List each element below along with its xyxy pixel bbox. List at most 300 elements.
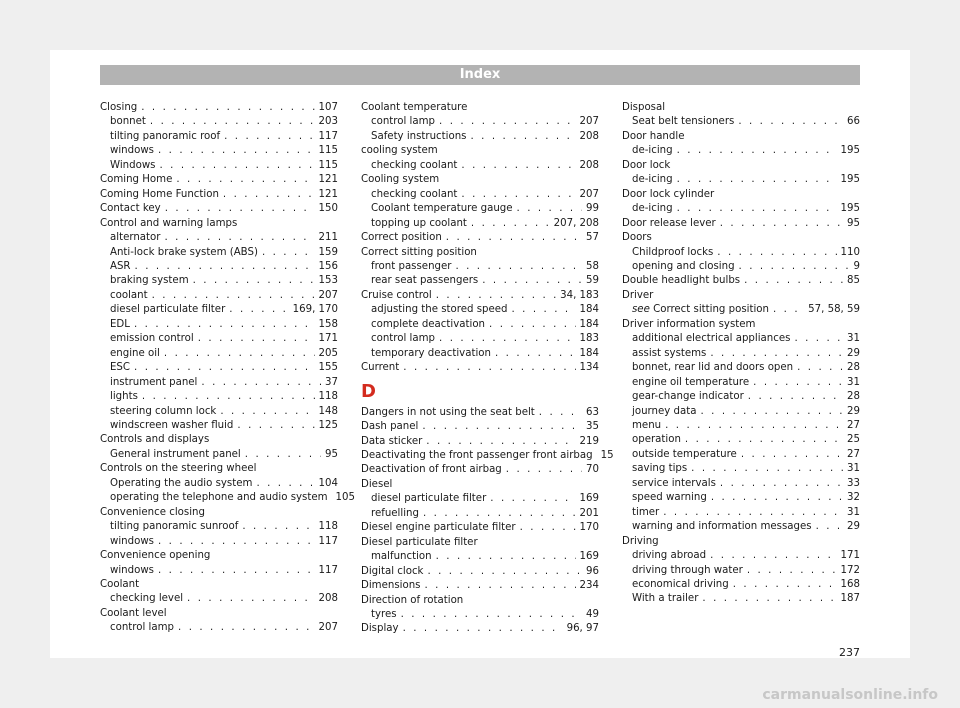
entry-label: General instrument panel — [110, 448, 241, 460]
page-reference: 203 — [318, 116, 338, 128]
index-subentry — [361, 159, 599, 173]
index-heading: Driver — [622, 289, 654, 301]
dot-leader — [158, 564, 315, 578]
entry-label: checking coolant — [371, 159, 458, 171]
page-reference: 168 — [840, 578, 860, 590]
index-subentry — [100, 274, 338, 288]
index-subentry — [100, 564, 338, 578]
entry-label: Display — [361, 623, 399, 635]
page-reference: 195 — [840, 145, 860, 157]
entry-label: saving tips — [632, 463, 688, 475]
index-heading: Coolant — [100, 578, 140, 590]
dot-leader — [539, 406, 582, 420]
page-reference: 15 — [600, 449, 614, 461]
dot-leader — [747, 564, 837, 578]
entry-label: tilting panoramic roof — [110, 130, 221, 142]
index-subentry — [622, 144, 860, 158]
entry-label: Windows — [110, 159, 156, 171]
index-subentry — [100, 318, 338, 332]
page-reference: 184 — [579, 304, 599, 316]
index-entry — [100, 202, 338, 216]
page-reference: 28 — [847, 362, 860, 374]
index-heading: Diesel particulate filter — [361, 536, 478, 548]
index-subentry — [100, 289, 338, 303]
page-reference: 195 — [840, 203, 860, 215]
entry-label: ASR — [110, 260, 131, 272]
index-subentry — [361, 550, 599, 564]
dot-leader — [691, 462, 843, 476]
index-heading: Control and warning lamps — [100, 217, 238, 229]
entry-label: tilting panoramic sunroof — [110, 521, 239, 533]
page-reference: 32 — [847, 492, 860, 504]
page-reference: 117 — [318, 130, 338, 142]
dot-leader — [663, 506, 843, 520]
entry-label: Deactivation of front airbag — [361, 464, 502, 476]
entry-label: complete deactivation — [371, 318, 486, 330]
dot-leader — [677, 202, 837, 216]
index-subentry — [361, 260, 599, 274]
dot-leader — [262, 246, 315, 260]
dot-leader — [520, 521, 576, 535]
index-subentry — [361, 274, 599, 288]
page-reference: 169 — [579, 551, 599, 563]
index-column-1 — [100, 101, 355, 636]
page-reference: 219 — [579, 435, 599, 447]
index-entry — [361, 420, 599, 434]
dot-leader — [489, 318, 576, 332]
entry-label: Dimensions — [361, 580, 421, 592]
entry-label: Deactivating the front passenger front airbag — [361, 449, 593, 461]
dot-leader — [677, 144, 837, 158]
dot-leader — [471, 217, 550, 231]
dot-leader — [733, 578, 837, 592]
entry-label: service intervals — [632, 477, 716, 489]
index-entry — [361, 449, 614, 463]
page-reference: 27 — [847, 419, 860, 431]
dot-leader — [164, 347, 315, 361]
page-reference: 29 — [847, 521, 860, 533]
index-heading: Door lock — [622, 159, 671, 171]
dot-leader — [482, 274, 582, 288]
dot-leader — [720, 477, 843, 491]
entry-label: windows — [110, 564, 154, 576]
dot-leader — [178, 621, 315, 635]
dot-leader — [223, 188, 315, 202]
index-subentry — [622, 578, 860, 592]
index-subentry — [622, 260, 860, 274]
index-heading: Doors — [622, 232, 652, 244]
index-subentry — [361, 217, 599, 231]
entry-label: EDL — [110, 318, 130, 330]
dot-leader — [245, 448, 321, 462]
index-subentry — [622, 390, 860, 404]
page-reference: 150 — [318, 203, 338, 215]
page-reference: 169, 170 — [292, 304, 338, 316]
entry-label: steering column lock — [110, 405, 217, 417]
dot-leader — [436, 550, 576, 564]
index-subentry — [100, 448, 338, 462]
dot-leader — [403, 361, 575, 375]
page-reference: 155 — [318, 362, 338, 374]
entry-label: warning and information messages — [632, 521, 812, 533]
entry-label: Data sticker — [361, 435, 423, 447]
index-subentry — [361, 130, 599, 144]
index-subentry — [361, 332, 599, 346]
entry-label: Safety instructions — [371, 130, 467, 142]
page-reference: 183 — [579, 333, 599, 345]
dot-leader — [677, 173, 837, 187]
index-heading: Disposal — [622, 102, 666, 113]
dot-leader — [738, 115, 843, 129]
page-reference: 29 — [847, 405, 860, 417]
entry-label: de-icing — [632, 174, 673, 186]
page-reference: 35 — [586, 421, 599, 433]
dot-leader — [158, 144, 315, 158]
entry-label: windows — [110, 535, 154, 547]
dot-leader — [741, 448, 843, 462]
entry-label — [632, 303, 769, 317]
index-subentry — [100, 491, 355, 505]
entry-label: checking level — [110, 593, 184, 605]
dot-leader — [158, 535, 315, 549]
index-heading: cooling system — [361, 145, 438, 157]
dot-leader — [773, 303, 804, 317]
dot-leader — [816, 520, 843, 534]
entry-label: checking coolant — [371, 188, 458, 200]
dot-leader — [427, 565, 582, 579]
index-heading: Driving — [622, 535, 659, 547]
dot-leader — [159, 159, 314, 173]
page-reference: 171 — [318, 333, 338, 345]
page-reference: 171 — [840, 550, 860, 562]
page-reference: 208 — [579, 130, 599, 142]
index-subentry — [361, 188, 599, 202]
page-reference: 99 — [586, 203, 599, 215]
index-heading: Direction of rotation — [361, 594, 464, 606]
entry-label: engine oil — [110, 347, 160, 359]
index-subentry — [100, 520, 338, 534]
index-subentry — [622, 448, 860, 462]
index-heading: Correct sitting position — [361, 246, 477, 258]
page-reference: 29 — [847, 347, 860, 359]
page-reference: 159 — [318, 246, 338, 258]
entry-label: de-icing — [632, 203, 673, 215]
dot-leader — [700, 405, 843, 419]
index-subentry — [361, 318, 599, 332]
index-subentry — [361, 303, 599, 317]
page-reference: 125 — [318, 419, 338, 431]
page-reference: 31 — [847, 333, 860, 345]
entry-label: lights — [110, 391, 138, 403]
page-reference: 9 — [853, 260, 860, 272]
index-subentry — [622, 115, 860, 129]
entry-label: alternator — [110, 232, 161, 244]
dot-leader — [165, 202, 315, 216]
entry-label: operation — [632, 434, 681, 446]
dot-leader — [187, 592, 315, 606]
index-entry — [361, 435, 599, 449]
page-reference: 208 — [318, 593, 338, 605]
entry-label: Coming Home — [100, 174, 173, 186]
entry-label: de-icing — [632, 145, 673, 157]
index-entry — [361, 289, 599, 303]
index-subentry — [622, 303, 860, 317]
index-subentry — [622, 173, 860, 187]
index-subentry — [622, 246, 860, 260]
index-entry — [622, 217, 860, 231]
page-reference: 49 — [586, 608, 599, 620]
dot-leader — [141, 101, 314, 115]
index-subentry — [622, 419, 860, 433]
index-subentry — [622, 549, 860, 563]
page-reference: 121 — [318, 188, 338, 200]
dot-leader — [470, 130, 575, 144]
index-column-2 — [361, 101, 614, 637]
page-reference: 57, 58, 59 — [808, 304, 860, 316]
entry-label: speed warning — [632, 492, 707, 504]
index-subentry — [100, 231, 338, 245]
dot-leader — [490, 492, 575, 506]
index-entry — [361, 521, 599, 535]
dot-leader — [495, 347, 576, 361]
dot-leader — [135, 260, 315, 274]
index-entry — [361, 579, 599, 593]
index-subentry — [622, 592, 860, 606]
dot-leader — [424, 579, 575, 593]
entry-label: Double headlight bulbs — [622, 275, 741, 287]
page-reference: 121 — [318, 174, 338, 186]
dot-leader — [198, 332, 315, 346]
index-entry — [361, 231, 599, 245]
page-reference: 37 — [325, 376, 338, 388]
dot-leader — [142, 390, 315, 404]
dot-leader — [439, 115, 576, 129]
page-reference: 31 — [847, 506, 860, 518]
dot-leader — [753, 376, 843, 390]
page-reference: 25 — [847, 434, 860, 446]
index-heading: Controls and displays — [100, 434, 210, 446]
entry-label: Coming Home Function — [100, 188, 219, 200]
index-heading: Door lock cylinder — [622, 188, 715, 200]
dot-leader — [685, 433, 843, 447]
index-heading: Cooling system — [361, 174, 440, 186]
entry-label: additional electrical appliances — [632, 333, 791, 345]
index-entry — [361, 463, 599, 477]
index-subentry — [622, 506, 860, 520]
index-subentry — [100, 130, 338, 144]
page-reference: 58 — [586, 260, 599, 272]
entry-label: rear seat passengers — [371, 275, 479, 287]
index-subentry — [100, 144, 338, 158]
page-reference: 207 — [579, 116, 599, 128]
dot-leader — [710, 347, 843, 361]
dot-leader — [152, 289, 315, 303]
index-heading: Convenience opening — [100, 550, 211, 562]
dot-leader — [461, 159, 575, 173]
entry-label: bonnet — [110, 116, 146, 128]
entry-label: timer — [632, 506, 660, 518]
index-subentry — [100, 347, 338, 361]
index-subentry — [100, 376, 338, 390]
page-reference: 153 — [318, 275, 338, 287]
page-reference: 207 — [318, 622, 338, 634]
page-reference: 201 — [579, 507, 599, 519]
entry-label: driving abroad — [632, 550, 707, 562]
index-entry — [622, 274, 860, 288]
entry-label: Dash panel — [361, 421, 419, 433]
page-reference: 195 — [840, 174, 860, 186]
dot-leader — [748, 390, 843, 404]
dot-leader — [401, 608, 582, 622]
page-reference: 31 — [847, 463, 860, 475]
index-heading: Controls on the steering wheel — [100, 463, 257, 475]
index-subentry — [622, 361, 860, 375]
page-reference: 169 — [579, 493, 599, 505]
page-reference: 31 — [847, 376, 860, 388]
page-reference: 115 — [318, 145, 338, 157]
page-reference: 184 — [579, 347, 599, 359]
dot-leader — [720, 217, 843, 231]
entry-label: diesel particulate filter — [371, 493, 487, 505]
page-reference: 115 — [318, 159, 338, 171]
page-reference: 118 — [318, 391, 338, 403]
page-reference: 158 — [318, 318, 338, 330]
page-reference: 187 — [840, 593, 860, 605]
entry-label: Door release lever — [622, 217, 716, 229]
page-reference: 33 — [847, 477, 860, 489]
dot-leader — [446, 231, 582, 245]
dot-leader — [176, 173, 314, 187]
dot-leader — [134, 361, 315, 375]
dot-leader — [242, 520, 314, 534]
index-heading: Convenience closing — [100, 506, 205, 518]
index-subentry — [361, 202, 599, 216]
page-reference: 107 — [318, 102, 338, 113]
page-reference: 95 — [847, 217, 860, 229]
page-reference: 170 — [579, 522, 599, 534]
dot-leader — [455, 260, 582, 274]
dot-leader — [702, 592, 836, 606]
entry-label: Seat belt tensioners — [632, 116, 735, 128]
index-subentry — [622, 520, 860, 534]
index-entry — [100, 188, 338, 202]
page-reference: 134 — [579, 362, 599, 374]
page-reference: 96, 97 — [566, 623, 599, 635]
entry-label: Dangers in not using the seat belt — [361, 406, 535, 418]
page-reference: 205 — [318, 347, 338, 359]
index-subentry — [100, 260, 338, 274]
entry-label: bonnet, rear lid and doors open — [632, 362, 794, 374]
entry-label: instrument panel — [110, 376, 198, 388]
dot-leader — [201, 376, 321, 390]
entry-label: gear-change indicator — [632, 391, 744, 403]
page-title: Index — [100, 65, 860, 85]
page-reference: 211 — [318, 232, 338, 244]
entry-label: control lamp — [371, 333, 436, 345]
entry-label: adjusting the stored speed — [371, 304, 508, 316]
index-subentry — [361, 492, 599, 506]
page-reference: 57 — [586, 232, 599, 244]
entry-label: front passenger — [371, 260, 452, 272]
index-subentry — [100, 621, 338, 635]
dot-leader — [512, 303, 576, 317]
page-reference: 105 — [335, 492, 355, 504]
entry-label: emission control — [110, 333, 194, 345]
dot-leader — [744, 274, 843, 288]
page-reference: 118 — [318, 521, 338, 533]
entry-label: Operating the audio system — [110, 477, 253, 489]
index-heading: Coolant level — [100, 607, 167, 619]
entry-label: control lamp — [371, 116, 436, 128]
index-heading: Driver information system — [622, 318, 756, 330]
index-subentry — [100, 390, 338, 404]
page-reference: 184 — [579, 318, 599, 330]
index-subentry — [622, 491, 860, 505]
entry-label: economical driving — [632, 578, 729, 590]
entry-label: outside temperature — [632, 448, 737, 460]
page-reference: 207, 208 — [553, 217, 599, 229]
see-reference: see — [632, 304, 650, 316]
index-subentry — [100, 246, 338, 260]
dot-leader — [797, 361, 843, 375]
index-subentry — [100, 477, 338, 491]
watermark: carmanualsonline.info — [762, 687, 938, 703]
entry-label: driving through water — [632, 564, 743, 576]
index-subentry — [100, 592, 338, 606]
page-number: 237 — [839, 646, 860, 659]
page-reference: 95 — [325, 448, 338, 460]
page-reference: 59 — [586, 275, 599, 287]
index-subentry — [100, 535, 338, 549]
entry-label: engine oil temperature — [632, 376, 750, 388]
entry-label: With a trailer — [632, 593, 699, 605]
entry-label: braking system — [110, 275, 189, 287]
page-reference: 104 — [318, 477, 338, 489]
dot-leader — [237, 419, 314, 433]
index-subentry — [100, 303, 338, 317]
entry-label: Childproof locks — [632, 246, 714, 258]
entry-label: Coolant temperature gauge — [371, 203, 513, 215]
index-entry — [100, 101, 338, 115]
dot-leader — [710, 549, 836, 563]
index-column-3 — [622, 101, 860, 607]
page-reference: 156 — [318, 260, 338, 272]
entry-label: Diesel engine particulate filter — [361, 522, 516, 534]
index-heading: Door handle — [622, 130, 685, 142]
entry-label: diesel particulate filter — [110, 304, 226, 316]
index-entry — [361, 361, 599, 375]
entry-label: ESC — [110, 362, 131, 374]
page-reference: 172 — [840, 564, 860, 576]
page-reference: 28 — [847, 391, 860, 403]
dot-leader — [436, 289, 556, 303]
entry-text: Correct sitting position — [653, 304, 769, 316]
dot-leader — [461, 188, 575, 202]
entry-label: topping up coolant — [371, 217, 467, 229]
dot-leader — [426, 435, 575, 449]
page-reference: 207 — [579, 188, 599, 200]
dot-leader — [229, 303, 288, 317]
index-subentry — [100, 115, 338, 129]
page-reference: 110 — [840, 246, 860, 258]
page-reference: 27 — [847, 448, 860, 460]
page-reference: 117 — [318, 564, 338, 576]
dot-leader — [423, 507, 576, 521]
entry-label: Correct position — [361, 232, 442, 244]
dot-leader — [439, 332, 576, 346]
entry-label: Cruise control — [361, 289, 432, 301]
section-letter: D — [361, 380, 376, 402]
